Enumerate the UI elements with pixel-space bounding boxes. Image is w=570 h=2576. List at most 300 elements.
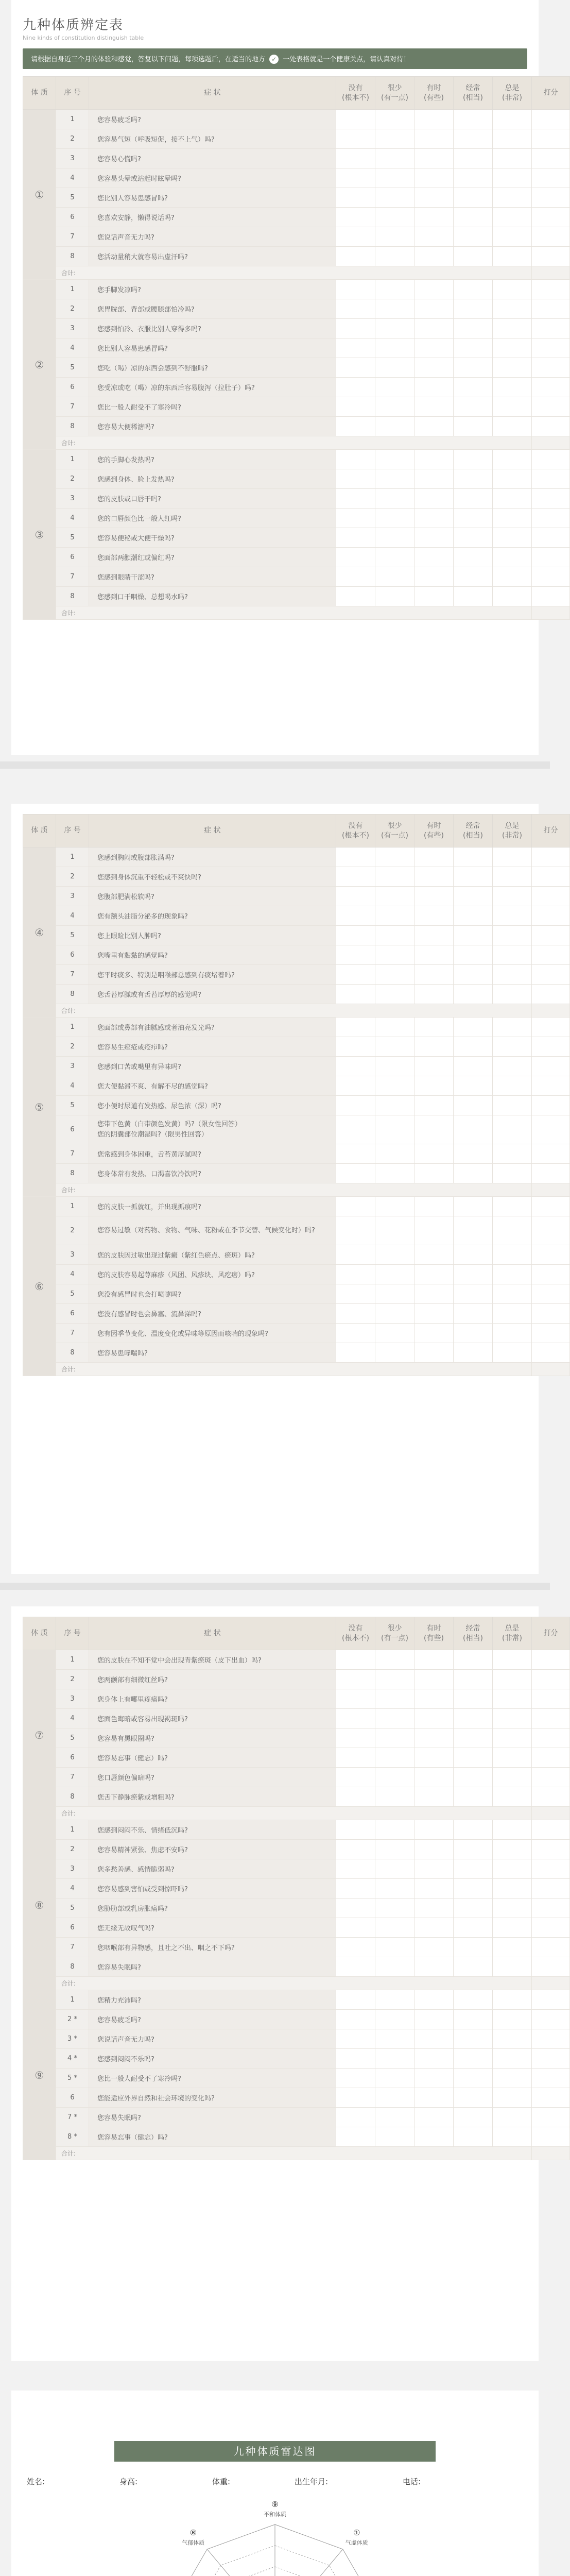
answer-cell-score[interactable] <box>532 2088 570 2108</box>
answer-cell-rarely[interactable] <box>375 1957 414 1977</box>
answer-cell-always[interactable] <box>493 1709 532 1728</box>
answer-cell-always[interactable] <box>493 1265 532 1284</box>
answer-cell-never[interactable] <box>336 887 375 906</box>
answer-cell-always[interactable] <box>493 129 532 149</box>
answer-cell-sometimes[interactable] <box>414 208 454 227</box>
answer-cell-score[interactable] <box>532 299 570 319</box>
answer-cell-often[interactable] <box>454 129 493 149</box>
answer-cell-sometimes[interactable] <box>414 2029 454 2049</box>
answer-cell-never[interactable] <box>336 1037 375 1057</box>
answer-cell-sometimes[interactable] <box>414 1938 454 1957</box>
total-score-cell[interactable] <box>532 1363 570 1376</box>
answer-cell-often[interactable] <box>454 548 493 567</box>
answer-cell-often[interactable] <box>454 1018 493 1037</box>
answer-cell-never[interactable] <box>336 338 375 358</box>
answer-cell-sometimes[interactable] <box>414 168 454 188</box>
answer-cell-rarely[interactable] <box>375 965 414 985</box>
answer-cell-often[interactable] <box>454 1728 493 1748</box>
answer-cell-score[interactable] <box>532 1324 570 1343</box>
answer-cell-sometimes[interactable] <box>414 129 454 149</box>
answer-cell-always[interactable] <box>493 2088 532 2108</box>
answer-cell-score[interactable] <box>532 548 570 567</box>
answer-cell-rarely[interactable] <box>375 1324 414 1343</box>
answer-cell-sometimes[interactable] <box>414 1076 454 1096</box>
answer-cell-score[interactable] <box>532 280 570 299</box>
answer-cell-never[interactable] <box>336 299 375 319</box>
answer-cell-often[interactable] <box>454 1650 493 1670</box>
answer-cell-often[interactable] <box>454 2069 493 2088</box>
answer-cell-score[interactable] <box>532 1689 570 1709</box>
answer-cell-never[interactable] <box>336 129 375 149</box>
answer-cell-never[interactable] <box>336 567 375 587</box>
answer-cell-often[interactable] <box>454 338 493 358</box>
answer-cell-never[interactable] <box>336 280 375 299</box>
answer-cell-often[interactable] <box>454 567 493 587</box>
answer-cell-score[interactable] <box>532 887 570 906</box>
answer-cell-always[interactable] <box>493 1768 532 1787</box>
answer-cell-often[interactable] <box>454 1899 493 1918</box>
answer-cell-rarely[interactable] <box>375 1689 414 1709</box>
answer-cell-score[interactable] <box>532 1037 570 1057</box>
answer-cell-always[interactable] <box>493 848 532 867</box>
answer-cell-rarely[interactable] <box>375 1990 414 2010</box>
answer-cell-never[interactable] <box>336 965 375 985</box>
answer-cell-always[interactable] <box>493 1918 532 1938</box>
answer-cell-always[interactable] <box>493 358 532 378</box>
answer-cell-often[interactable] <box>454 469 493 489</box>
answer-cell-rarely[interactable] <box>375 358 414 378</box>
answer-cell-score[interactable] <box>532 489 570 509</box>
answer-cell-always[interactable] <box>493 1670 532 1689</box>
answer-cell-sometimes[interactable] <box>414 417 454 436</box>
answer-cell-score[interactable] <box>532 1164 570 1183</box>
answer-cell-score[interactable] <box>532 1918 570 1938</box>
answer-cell-often[interactable] <box>454 1164 493 1183</box>
answer-cell-sometimes[interactable] <box>414 1879 454 1899</box>
answer-cell-rarely[interactable] <box>375 1918 414 1938</box>
answer-cell-often[interactable] <box>454 1197 493 1216</box>
answer-cell-score[interactable] <box>532 945 570 965</box>
answer-cell-always[interactable] <box>493 319 532 338</box>
answer-cell-never[interactable] <box>336 2069 375 2088</box>
answer-cell-often[interactable] <box>454 2010 493 2029</box>
answer-cell-sometimes[interactable] <box>414 1037 454 1057</box>
answer-cell-never[interactable] <box>336 1018 375 1037</box>
answer-cell-sometimes[interactable] <box>414 110 454 129</box>
answer-cell-sometimes[interactable] <box>414 887 454 906</box>
answer-cell-never[interactable] <box>336 489 375 509</box>
answer-cell-always[interactable] <box>493 338 532 358</box>
answer-cell-score[interactable] <box>532 1076 570 1096</box>
answer-cell-sometimes[interactable] <box>414 1820 454 1840</box>
answer-cell-often[interactable] <box>454 208 493 227</box>
answer-cell-sometimes[interactable] <box>414 1768 454 1787</box>
answer-cell-always[interactable] <box>493 509 532 528</box>
answer-cell-rarely[interactable] <box>375 247 414 266</box>
answer-cell-sometimes[interactable] <box>414 2010 454 2029</box>
answer-cell-sometimes[interactable] <box>414 985 454 1004</box>
answer-cell-often[interactable] <box>454 1748 493 1768</box>
answer-cell-score[interactable] <box>532 319 570 338</box>
answer-cell-rarely[interactable] <box>375 1216 414 1245</box>
answer-cell-always[interactable] <box>493 1938 532 1957</box>
answer-cell-rarely[interactable] <box>375 1859 414 1879</box>
answer-cell-sometimes[interactable] <box>414 906 454 926</box>
answer-cell-sometimes[interactable] <box>414 2108 454 2127</box>
answer-cell-never[interactable] <box>336 1990 375 2010</box>
answer-cell-rarely[interactable] <box>375 1343 414 1363</box>
answer-cell-rarely[interactable] <box>375 1076 414 1096</box>
answer-cell-sometimes[interactable] <box>414 587 454 606</box>
answer-cell-score[interactable] <box>532 208 570 227</box>
total-score-cell[interactable] <box>532 1183 570 1197</box>
answer-cell-rarely[interactable] <box>375 378 414 397</box>
answer-cell-often[interactable] <box>454 417 493 436</box>
answer-cell-sometimes[interactable] <box>414 1709 454 1728</box>
answer-cell-rarely[interactable] <box>375 1265 414 1284</box>
answer-cell-often[interactable] <box>454 1840 493 1859</box>
answer-cell-sometimes[interactable] <box>414 1164 454 1183</box>
answer-cell-never[interactable] <box>336 548 375 567</box>
answer-cell-always[interactable] <box>493 1324 532 1343</box>
answer-cell-rarely[interactable] <box>375 945 414 965</box>
answer-cell-sometimes[interactable] <box>414 2088 454 2108</box>
answer-cell-rarely[interactable] <box>375 299 414 319</box>
answer-cell-always[interactable] <box>493 926 532 945</box>
answer-cell-often[interactable] <box>454 280 493 299</box>
answer-cell-never[interactable] <box>336 985 375 1004</box>
answer-cell-often[interactable] <box>454 149 493 168</box>
answer-cell-sometimes[interactable] <box>414 227 454 247</box>
answer-cell-always[interactable] <box>493 397 532 417</box>
total-score-cell[interactable] <box>532 1977 570 1990</box>
answer-cell-never[interactable] <box>336 1115 375 1144</box>
answer-cell-never[interactable] <box>336 1840 375 1859</box>
answer-cell-often[interactable] <box>454 887 493 906</box>
answer-cell-never[interactable] <box>336 509 375 528</box>
answer-cell-sometimes[interactable] <box>414 358 454 378</box>
answer-cell-always[interactable] <box>493 1820 532 1840</box>
answer-cell-never[interactable] <box>336 2127 375 2147</box>
answer-cell-always[interactable] <box>493 567 532 587</box>
answer-cell-often[interactable] <box>454 2127 493 2147</box>
answer-cell-often[interactable] <box>454 1324 493 1343</box>
answer-cell-sometimes[interactable] <box>414 1957 454 1977</box>
answer-cell-sometimes[interactable] <box>414 2127 454 2147</box>
answer-cell-always[interactable] <box>493 168 532 188</box>
answer-cell-always[interactable] <box>493 208 532 227</box>
answer-cell-score[interactable] <box>532 2108 570 2127</box>
answer-cell-often[interactable] <box>454 2108 493 2127</box>
answer-cell-always[interactable] <box>493 1216 532 1245</box>
answer-cell-never[interactable] <box>336 1096 375 1115</box>
answer-cell-rarely[interactable] <box>375 1820 414 1840</box>
answer-cell-always[interactable] <box>493 906 532 926</box>
answer-cell-score[interactable] <box>532 1057 570 1076</box>
answer-cell-never[interactable] <box>336 1748 375 1768</box>
answer-cell-score[interactable] <box>532 1768 570 1787</box>
total-score-cell[interactable] <box>532 2147 570 2160</box>
answer-cell-often[interactable] <box>454 587 493 606</box>
answer-cell-score[interactable] <box>532 2029 570 2049</box>
answer-cell-always[interactable] <box>493 469 532 489</box>
answer-cell-often[interactable] <box>454 1689 493 1709</box>
answer-cell-always[interactable] <box>493 2029 532 2049</box>
answer-cell-always[interactable] <box>493 1245 532 1265</box>
answer-cell-sometimes[interactable] <box>414 1304 454 1324</box>
answer-cell-sometimes[interactable] <box>414 1018 454 1037</box>
answer-cell-score[interactable] <box>532 528 570 548</box>
answer-cell-rarely[interactable] <box>375 168 414 188</box>
answer-cell-always[interactable] <box>493 1037 532 1057</box>
answer-cell-score[interactable] <box>532 1096 570 1115</box>
answer-cell-sometimes[interactable] <box>414 926 454 945</box>
answer-cell-rarely[interactable] <box>375 469 414 489</box>
answer-cell-sometimes[interactable] <box>414 528 454 548</box>
answer-cell-sometimes[interactable] <box>414 247 454 266</box>
answer-cell-often[interactable] <box>454 1709 493 1728</box>
answer-cell-rarely[interactable] <box>375 1899 414 1918</box>
answer-cell-sometimes[interactable] <box>414 867 454 887</box>
answer-cell-often[interactable] <box>454 397 493 417</box>
answer-cell-always[interactable] <box>493 867 532 887</box>
answer-cell-often[interactable] <box>454 2029 493 2049</box>
answer-cell-always[interactable] <box>493 587 532 606</box>
answer-cell-sometimes[interactable] <box>414 1899 454 1918</box>
answer-cell-rarely[interactable] <box>375 848 414 867</box>
answer-cell-often[interactable] <box>454 1076 493 1096</box>
answer-cell-score[interactable] <box>532 848 570 867</box>
answer-cell-often[interactable] <box>454 1938 493 1957</box>
answer-cell-sometimes[interactable] <box>414 378 454 397</box>
answer-cell-sometimes[interactable] <box>414 1096 454 1115</box>
answer-cell-rarely[interactable] <box>375 2010 414 2029</box>
answer-cell-score[interactable] <box>532 1245 570 1265</box>
answer-cell-often[interactable] <box>454 1144 493 1164</box>
answer-cell-rarely[interactable] <box>375 567 414 587</box>
answer-cell-never[interactable] <box>336 417 375 436</box>
answer-cell-sometimes[interactable] <box>414 1787 454 1807</box>
answer-cell-often[interactable] <box>454 945 493 965</box>
answer-cell-never[interactable] <box>336 1057 375 1076</box>
answer-cell-always[interactable] <box>493 1115 532 1144</box>
answer-cell-always[interactable] <box>493 965 532 985</box>
answer-cell-often[interactable] <box>454 299 493 319</box>
answer-cell-score[interactable] <box>532 2049 570 2069</box>
answer-cell-often[interactable] <box>454 509 493 528</box>
answer-cell-often[interactable] <box>454 867 493 887</box>
answer-cell-score[interactable] <box>532 2069 570 2088</box>
answer-cell-rarely[interactable] <box>375 1245 414 1265</box>
answer-cell-rarely[interactable] <box>375 338 414 358</box>
answer-cell-always[interactable] <box>493 1990 532 2010</box>
answer-cell-always[interactable] <box>493 1197 532 1216</box>
answer-cell-rarely[interactable] <box>375 129 414 149</box>
answer-cell-rarely[interactable] <box>375 280 414 299</box>
answer-cell-score[interactable] <box>532 587 570 606</box>
answer-cell-often[interactable] <box>454 1037 493 1057</box>
answer-cell-always[interactable] <box>493 1879 532 1899</box>
total-score-cell[interactable] <box>532 606 570 620</box>
answer-cell-score[interactable] <box>532 965 570 985</box>
answer-cell-rarely[interactable] <box>375 1787 414 1807</box>
answer-cell-sometimes[interactable] <box>414 280 454 299</box>
answer-cell-always[interactable] <box>493 1787 532 1807</box>
answer-cell-always[interactable] <box>493 247 532 266</box>
answer-cell-never[interactable] <box>336 528 375 548</box>
answer-cell-rarely[interactable] <box>375 867 414 887</box>
answer-cell-score[interactable] <box>532 1957 570 1977</box>
answer-cell-score[interactable] <box>532 2127 570 2147</box>
answer-cell-score[interactable] <box>532 1820 570 1840</box>
answer-cell-rarely[interactable] <box>375 1840 414 1859</box>
answer-cell-often[interactable] <box>454 1284 493 1304</box>
answer-cell-rarely[interactable] <box>375 450 414 469</box>
answer-cell-rarely[interactable] <box>375 188 414 208</box>
answer-cell-sometimes[interactable] <box>414 188 454 208</box>
answer-cell-never[interactable] <box>336 926 375 945</box>
answer-cell-rarely[interactable] <box>375 1115 414 1144</box>
answer-cell-rarely[interactable] <box>375 149 414 168</box>
answer-cell-rarely[interactable] <box>375 208 414 227</box>
answer-cell-often[interactable] <box>454 1879 493 1899</box>
answer-cell-never[interactable] <box>336 1216 375 1245</box>
answer-cell-rarely[interactable] <box>375 1197 414 1216</box>
answer-cell-never[interactable] <box>336 1879 375 1899</box>
answer-cell-always[interactable] <box>493 1076 532 1096</box>
answer-cell-score[interactable] <box>532 338 570 358</box>
answer-cell-always[interactable] <box>493 110 532 129</box>
answer-cell-score[interactable] <box>532 1899 570 1918</box>
answer-cell-sometimes[interactable] <box>414 1343 454 1363</box>
answer-cell-never[interactable] <box>336 2088 375 2108</box>
answer-cell-score[interactable] <box>532 1840 570 1859</box>
answer-cell-score[interactable] <box>532 1670 570 1689</box>
answer-cell-never[interactable] <box>336 1689 375 1709</box>
answer-cell-always[interactable] <box>493 378 532 397</box>
answer-cell-sometimes[interactable] <box>414 848 454 867</box>
answer-cell-often[interactable] <box>454 319 493 338</box>
answer-cell-never[interactable] <box>336 2108 375 2127</box>
answer-cell-often[interactable] <box>454 110 493 129</box>
answer-cell-rarely[interactable] <box>375 1018 414 1037</box>
answer-cell-rarely[interactable] <box>375 509 414 528</box>
answer-cell-never[interactable] <box>336 2029 375 2049</box>
answer-cell-always[interactable] <box>493 1748 532 1768</box>
answer-cell-never[interactable] <box>336 587 375 606</box>
answer-cell-sometimes[interactable] <box>414 450 454 469</box>
total-score-cell[interactable] <box>532 266 570 280</box>
answer-cell-never[interactable] <box>336 1918 375 1938</box>
answer-cell-sometimes[interactable] <box>414 1216 454 1245</box>
answer-cell-sometimes[interactable] <box>414 509 454 528</box>
answer-cell-never[interactable] <box>336 247 375 266</box>
answer-cell-never[interactable] <box>336 168 375 188</box>
answer-cell-score[interactable] <box>532 867 570 887</box>
answer-cell-sometimes[interactable] <box>414 965 454 985</box>
answer-cell-rarely[interactable] <box>375 985 414 1004</box>
answer-cell-often[interactable] <box>454 247 493 266</box>
answer-cell-rarely[interactable] <box>375 1768 414 1787</box>
total-score-cell[interactable] <box>532 436 570 450</box>
answer-cell-sometimes[interactable] <box>414 1115 454 1144</box>
answer-cell-rarely[interactable] <box>375 489 414 509</box>
answer-cell-sometimes[interactable] <box>414 2069 454 2088</box>
total-score-cell[interactable] <box>532 1004 570 1018</box>
answer-cell-sometimes[interactable] <box>414 1197 454 1216</box>
answer-cell-sometimes[interactable] <box>414 299 454 319</box>
answer-cell-often[interactable] <box>454 2049 493 2069</box>
answer-cell-always[interactable] <box>493 417 532 436</box>
answer-cell-never[interactable] <box>336 1899 375 1918</box>
answer-cell-rarely[interactable] <box>375 1144 414 1164</box>
answer-cell-never[interactable] <box>336 1768 375 1787</box>
answer-cell-sometimes[interactable] <box>414 945 454 965</box>
answer-cell-never[interactable] <box>336 149 375 168</box>
answer-cell-rarely[interactable] <box>375 2049 414 2069</box>
answer-cell-rarely[interactable] <box>375 548 414 567</box>
answer-cell-sometimes[interactable] <box>414 1245 454 1265</box>
answer-cell-often[interactable] <box>454 1820 493 1840</box>
answer-cell-never[interactable] <box>336 1670 375 1689</box>
answer-cell-never[interactable] <box>336 110 375 129</box>
answer-cell-never[interactable] <box>336 945 375 965</box>
answer-cell-score[interactable] <box>532 227 570 247</box>
answer-cell-sometimes[interactable] <box>414 397 454 417</box>
answer-cell-score[interactable] <box>532 985 570 1004</box>
answer-cell-always[interactable] <box>493 1899 532 1918</box>
answer-cell-often[interactable] <box>454 358 493 378</box>
answer-cell-score[interactable] <box>532 906 570 926</box>
answer-cell-never[interactable] <box>336 378 375 397</box>
answer-cell-score[interactable] <box>532 1709 570 1728</box>
answer-cell-always[interactable] <box>493 1304 532 1324</box>
answer-cell-always[interactable] <box>493 1689 532 1709</box>
answer-cell-sometimes[interactable] <box>414 1284 454 1304</box>
answer-cell-never[interactable] <box>336 397 375 417</box>
answer-cell-sometimes[interactable] <box>414 1324 454 1343</box>
answer-cell-always[interactable] <box>493 1859 532 1879</box>
answer-cell-always[interactable] <box>493 1096 532 1115</box>
answer-cell-score[interactable] <box>532 1879 570 1899</box>
answer-cell-always[interactable] <box>493 227 532 247</box>
answer-cell-never[interactable] <box>336 2010 375 2029</box>
answer-cell-never[interactable] <box>336 1859 375 1879</box>
answer-cell-always[interactable] <box>493 887 532 906</box>
answer-cell-sometimes[interactable] <box>414 2049 454 2069</box>
answer-cell-sometimes[interactable] <box>414 149 454 168</box>
answer-cell-never[interactable] <box>336 906 375 926</box>
answer-cell-rarely[interactable] <box>375 2108 414 2127</box>
answer-cell-rarely[interactable] <box>375 1164 414 1183</box>
answer-cell-score[interactable] <box>532 168 570 188</box>
answer-cell-score[interactable] <box>532 378 570 397</box>
answer-cell-never[interactable] <box>336 1197 375 1216</box>
answer-cell-always[interactable] <box>493 1650 532 1670</box>
answer-cell-always[interactable] <box>493 2010 532 2029</box>
answer-cell-always[interactable] <box>493 528 532 548</box>
answer-cell-score[interactable] <box>532 1748 570 1768</box>
answer-cell-always[interactable] <box>493 280 532 299</box>
answer-cell-always[interactable] <box>493 1144 532 1164</box>
answer-cell-score[interactable] <box>532 2010 570 2029</box>
answer-cell-always[interactable] <box>493 1164 532 1183</box>
answer-cell-never[interactable] <box>336 1787 375 1807</box>
answer-cell-sometimes[interactable] <box>414 1918 454 1938</box>
answer-cell-score[interactable] <box>532 567 570 587</box>
answer-cell-often[interactable] <box>454 926 493 945</box>
answer-cell-rarely[interactable] <box>375 319 414 338</box>
